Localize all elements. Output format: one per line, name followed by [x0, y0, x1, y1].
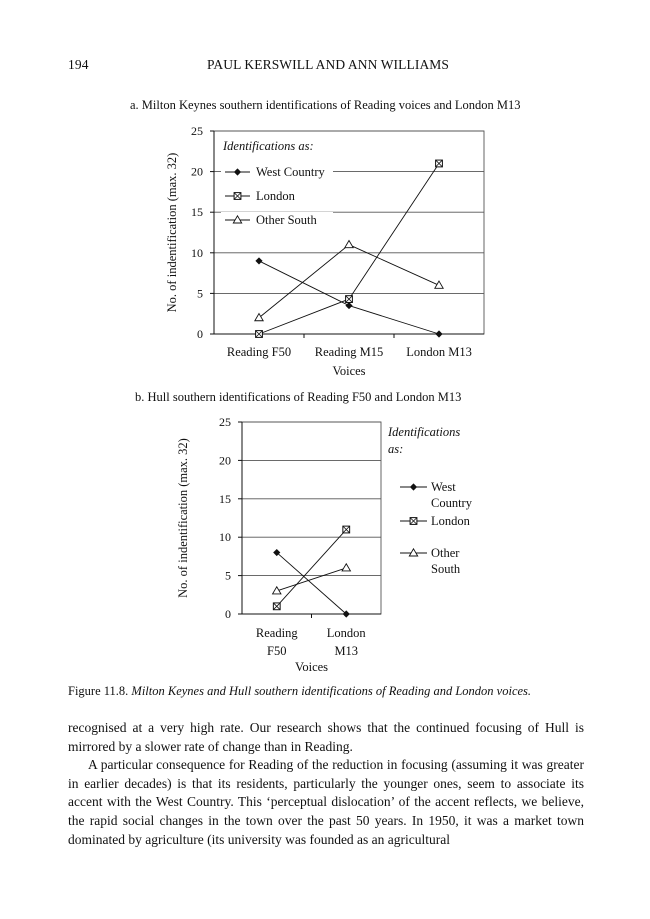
figure-caption-label: Figure 11.8. — [68, 684, 129, 698]
plot-frame — [242, 422, 381, 614]
data-point — [256, 331, 263, 338]
legend-title: Identifications — [388, 425, 461, 439]
y-tick-label: 20 — [219, 453, 231, 468]
legend-marker-triangle — [409, 549, 417, 556]
x-axis-title: Voices — [332, 364, 366, 378]
legend-title: Identifications as: — [223, 139, 314, 153]
legend-marker-boxed-x — [410, 518, 417, 525]
data-point — [342, 564, 350, 571]
y-tick-label: 5 — [197, 286, 203, 301]
legend-marker-boxed-x — [234, 193, 241, 200]
y-axis-title: No. of indentification (max. 32) — [165, 152, 179, 313]
body-paragraph: A particular consequence for Reading of the reduction in focusing (assuming it was greater in earlier decades) is that its residents, particularly the younger ones, seem to associate its accent with the West Country. This ‘perceptual dislocation’ of the accent reflects, we believe, the rapid social changes in the town over the past 50 years. In 1950, it was a market town dominated by agriculture (its university was founded as an agricultural — [68, 757, 584, 847]
legend-label: West — [431, 480, 456, 494]
figure-caption-text: Milton Keynes and Hull southern identifications of Reading and London voices. — [131, 684, 532, 698]
data-point — [255, 314, 263, 321]
figure-caption — [68, 684, 531, 699]
chart-title: a. Milton Keynes southern identifications of Reading voices and London M13 — [130, 98, 521, 112]
legend-label: South — [431, 562, 461, 576]
x-tick-label: Reading M15 — [314, 345, 384, 359]
data-point — [255, 257, 262, 264]
series-line — [277, 553, 347, 614]
data-point — [345, 240, 353, 247]
chart-title: b. Hull southern identifications of Reading F50 and London M13 — [135, 390, 462, 404]
series-line — [277, 530, 347, 607]
chart-b — [0, 385, 650, 680]
y-tick-label: 25 — [219, 415, 231, 429]
x-tick-label: Reading F50 — [255, 626, 298, 658]
y-tick-label: 10 — [219, 530, 231, 545]
x-tick-label: Reading F50 — [226, 345, 292, 359]
data-point — [343, 526, 350, 533]
data-point — [346, 296, 353, 303]
y-tick-label: 10 — [191, 245, 203, 260]
y-tick-label: 15 — [219, 491, 231, 506]
x-tick-label: London M13 — [406, 345, 472, 359]
chart-a — [0, 92, 650, 382]
legend-label: London — [431, 514, 470, 528]
x-axis-title: Voices — [294, 660, 329, 674]
legend-label: London — [256, 189, 295, 203]
data-point — [435, 281, 443, 288]
body-text — [68, 719, 584, 849]
data-point — [273, 603, 280, 610]
data-point — [345, 302, 352, 309]
data-point — [436, 160, 443, 167]
legend-label: West Country — [256, 165, 325, 179]
y-tick-label: 20 — [191, 164, 203, 179]
y-tick-label: 0 — [197, 327, 203, 341]
y-tick-label: 25 — [191, 124, 203, 138]
y-tick-label: 15 — [191, 205, 203, 220]
legend-label: Other South — [256, 213, 317, 227]
legend-marker-diamond — [410, 483, 417, 490]
legend-title: as: — [388, 442, 404, 456]
body-paragraph: recognised at a very high rate. Our research shows that the continued focusing of Hull is mirrored by a slower rate of change than in Reading. — [68, 720, 584, 754]
legend-label: Country — [431, 496, 472, 510]
running-head: PAUL KERSWILL AND ANN WILLIAMS — [207, 57, 449, 72]
x-tick-label: London M13 — [326, 626, 366, 658]
series-line — [277, 568, 347, 591]
data-point — [435, 330, 442, 337]
y-tick-label: 5 — [225, 568, 231, 583]
y-tick-label: 0 — [225, 607, 231, 621]
page-number: 194 — [68, 57, 89, 72]
legend-label: Other — [431, 546, 460, 560]
y-axis-title: No. of indentification (max. 32) — [176, 438, 190, 598]
